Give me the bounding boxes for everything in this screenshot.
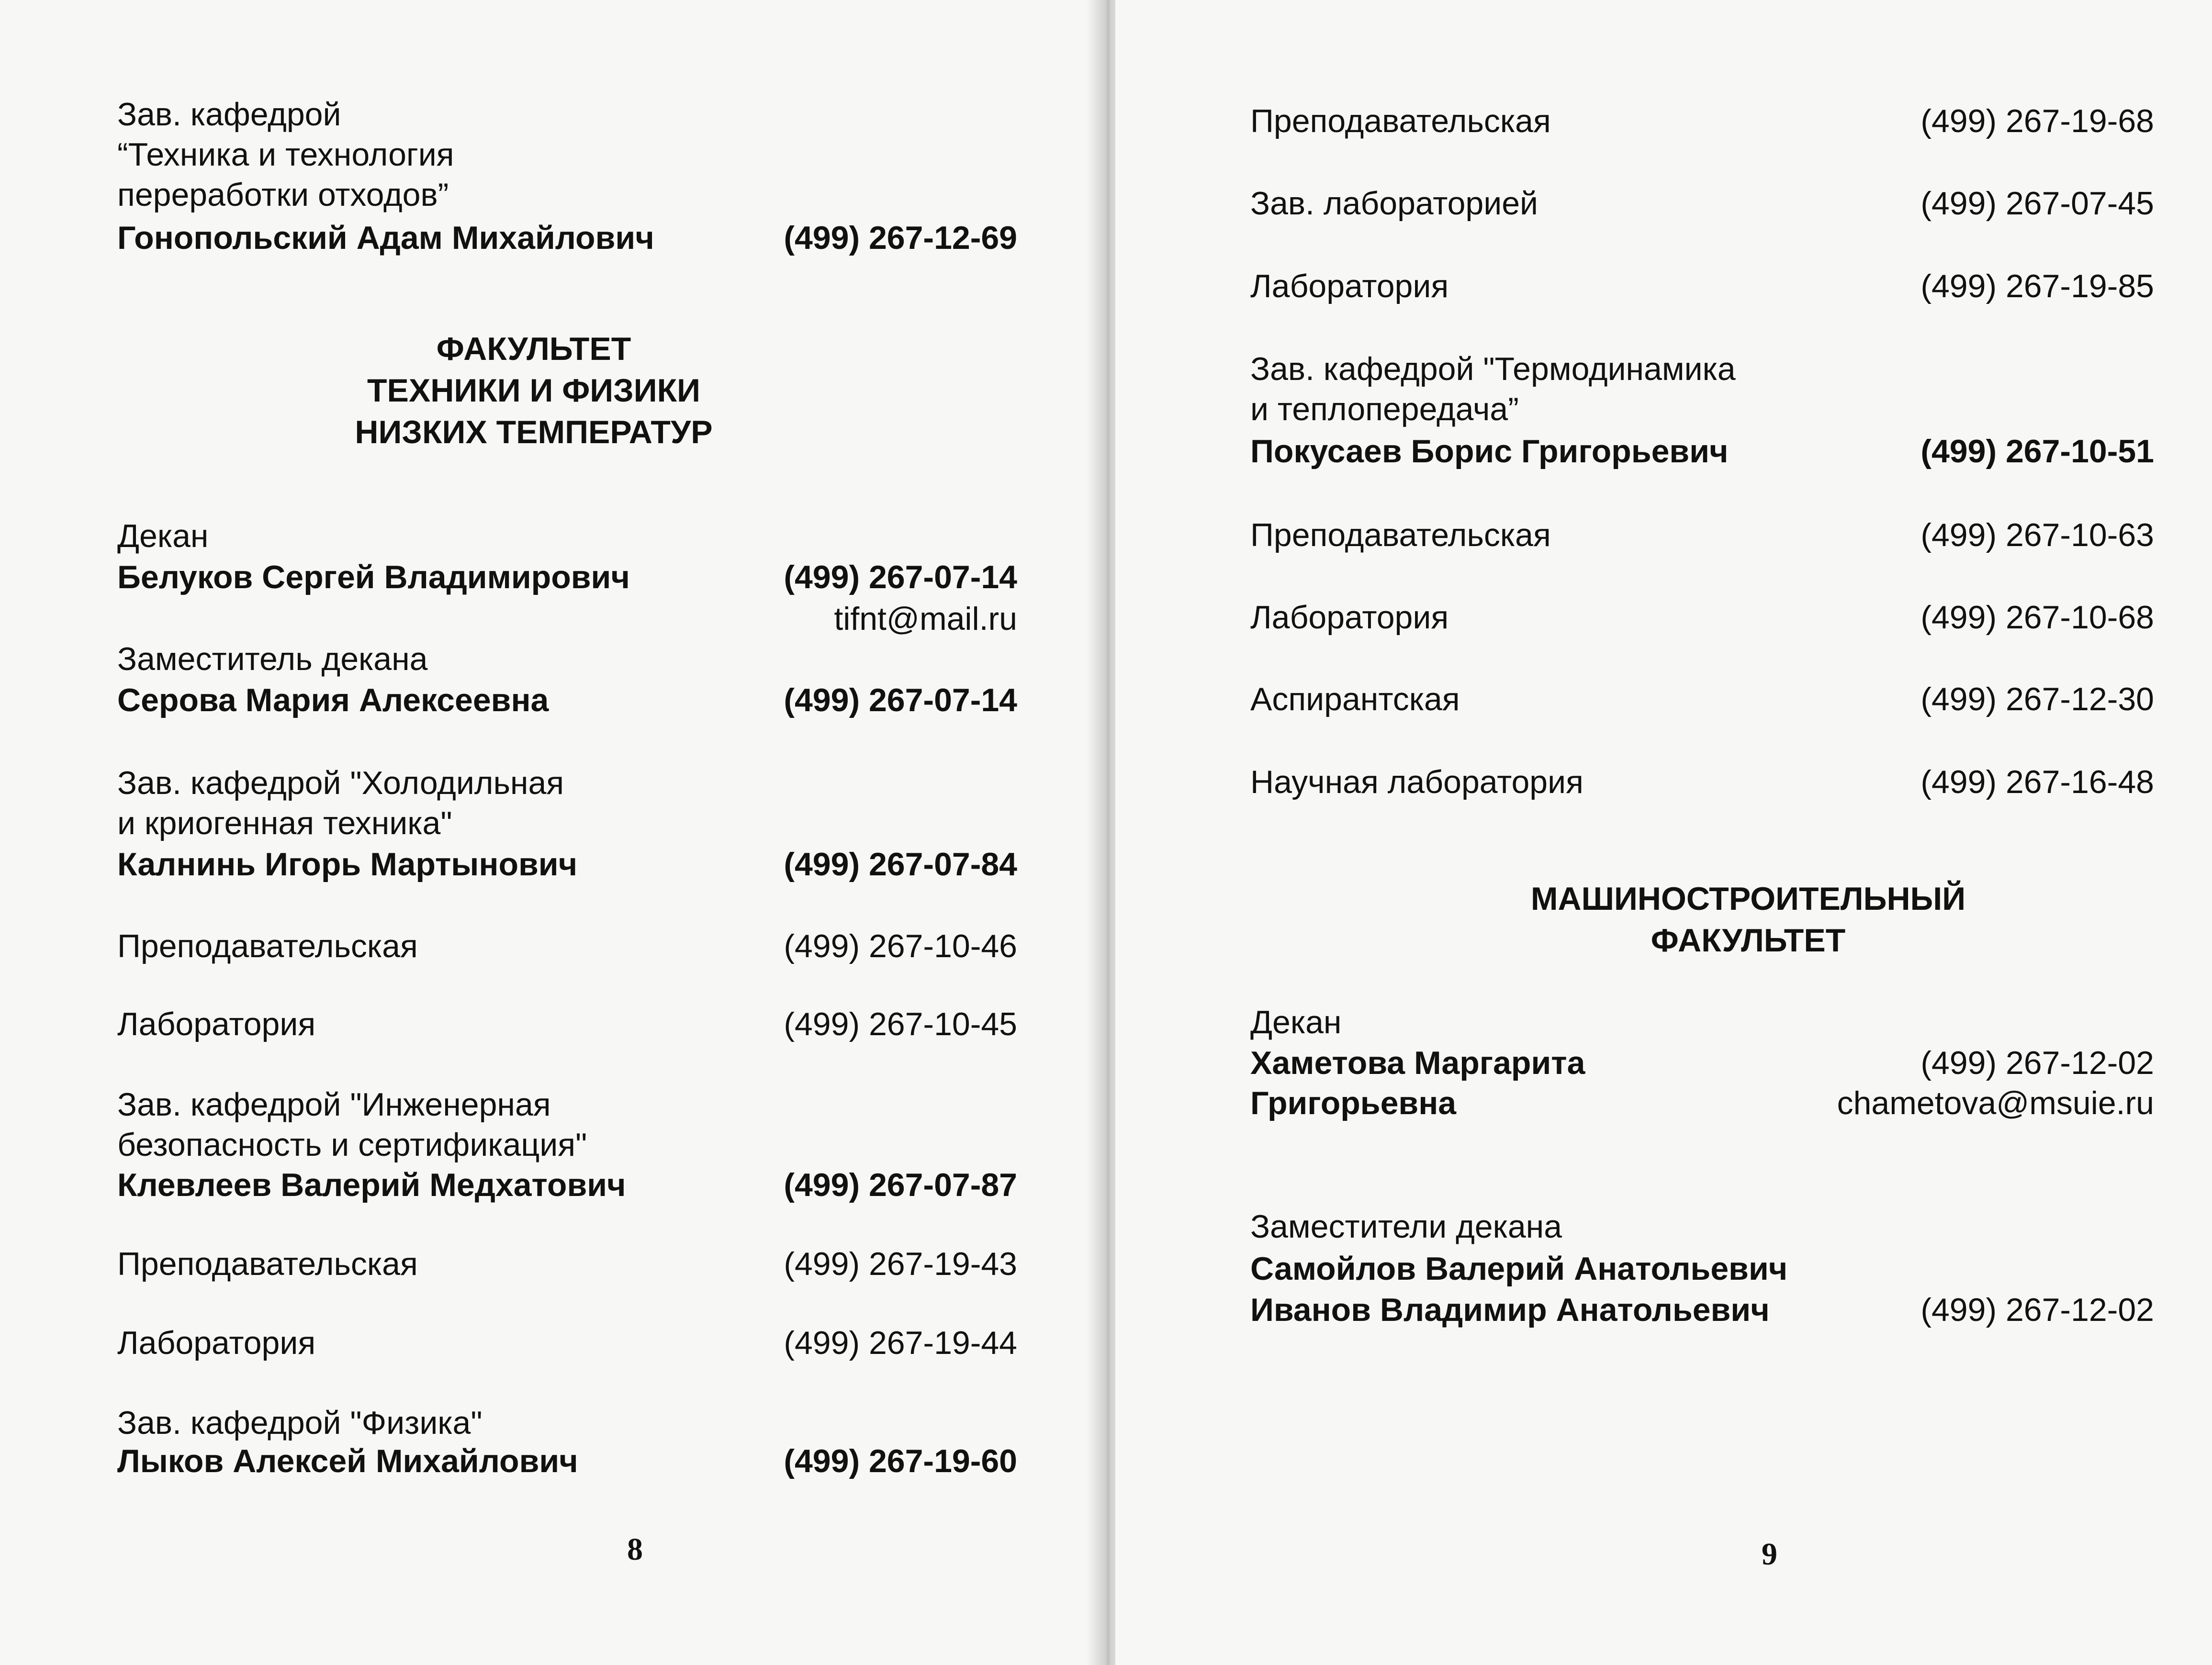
dean-label: Декан (117, 518, 209, 554)
chair-physics-line-1: Зав. кафедрой "Физика" (117, 1405, 483, 1441)
dean-phone: (499) 267-12-02 (1920, 1045, 2154, 1081)
head-name: Калнинь Игорь Мартынович (117, 846, 578, 883)
chair-cold-line-2: и криогенная техника" (117, 805, 452, 841)
dean-name: Белуков Сергей Владимирович (117, 559, 630, 595)
dean-email[interactable]: chametova@msuie.ru (1837, 1085, 2154, 1121)
chair-physics-head (117, 1441, 1017, 1482)
room-phone: (499) 267-19-68 (1920, 103, 2154, 139)
chair-cold-line-1: Зав. кафедрой "Холодильная (117, 765, 564, 801)
room-label: Лаборатория (117, 1006, 316, 1042)
room-row (1250, 514, 2154, 556)
room-row (117, 1322, 1017, 1363)
chair-waste-line-3: переработки отходов” (117, 177, 449, 213)
room-label: Аспирантская (1250, 681, 1460, 717)
room-row (117, 1243, 1017, 1285)
room-phone: (499) 267-10-46 (784, 928, 1017, 964)
room-label: Преподавательская (1250, 517, 1551, 553)
dean-row (1250, 1042, 2154, 1084)
head-name: Лыков Алексей Михайлович (117, 1443, 578, 1479)
chair-waste-line-1: Зав. кафедрой (117, 96, 341, 133)
head-name: Клевлеев Валерий Медхатович (117, 1167, 626, 1203)
room-phone: (499) 267-16-48 (1920, 764, 2154, 800)
room-row (1250, 597, 2154, 638)
head-phone: (499) 267-07-84 (784, 846, 1017, 883)
chair-waste-head (117, 217, 1017, 258)
head-name: Покусаев Борис Григорьевич (1250, 433, 1729, 469)
room-label: Лаборатория (1250, 268, 1449, 304)
faculty-title-line-2: ФАКУЛЬТЕТ (1651, 922, 1846, 959)
faculty-title-line-1: ФАКУЛЬТЕТ (436, 331, 631, 367)
head-phone: (499) 267-12-69 (784, 220, 1017, 256)
deputy-row (117, 680, 1017, 721)
deputies-label: Заместители декана (1250, 1208, 1562, 1245)
room-row (1250, 761, 2154, 803)
left-page (0, 0, 1096, 1665)
page-number: 9 (1762, 1537, 1777, 1572)
dean-name: Хаметова Маргарита (1250, 1045, 1585, 1081)
room-label: Научная лаборатория (1250, 764, 1583, 800)
room-row (1250, 679, 2154, 720)
faculty-title-line-1: МАШИНОСТРОИТЕЛЬНЫЙ (1530, 881, 1966, 917)
chair-safety-line-1: Зав. кафедрой "Инженерная (117, 1086, 551, 1123)
deputies-phone: (499) 267-12-02 (1920, 1292, 2154, 1328)
deputy-row-2 (1250, 1289, 2154, 1330)
room-label: Преподавательская (117, 1246, 418, 1282)
room-row (117, 1004, 1017, 1045)
dean-row-2 (1250, 1083, 2154, 1124)
deputy-name: Иванов Владимир Анатольевич (1250, 1292, 1770, 1328)
head-name: Гонопольский Адам Михайлович (117, 220, 654, 256)
dean-name-cont: Григорьевна (1250, 1085, 1457, 1121)
dean-email[interactable]: tifnt@mail.ru (834, 601, 1017, 637)
chair-thermo-head (1250, 431, 2154, 472)
room-row (1250, 101, 2154, 142)
room-phone: (499) 267-19-44 (784, 1325, 1017, 1361)
dean-email-row (117, 598, 1017, 639)
room-row (1250, 183, 2154, 224)
room-row (117, 926, 1017, 967)
head-phone: (499) 267-10-51 (1920, 433, 2154, 469)
dean-phone: (499) 267-07-14 (784, 559, 1017, 595)
room-phone: (499) 267-10-63 (1920, 517, 2154, 553)
room-phone: (499) 267-19-85 (1920, 268, 2154, 304)
room-row (1250, 266, 2154, 307)
room-label: Зав. лабораторией (1250, 185, 1538, 222)
head-phone: (499) 267-07-87 (784, 1167, 1017, 1203)
deputy-phone: (499) 267-07-14 (784, 682, 1017, 718)
chair-thermo-line-2: и теплопередача” (1250, 391, 1519, 427)
faculty-title-line-3: НИЗКИХ ТЕМПЕРАТУР (355, 414, 713, 450)
head-phone: (499) 267-19-60 (784, 1443, 1017, 1479)
chair-cold-head (117, 844, 1017, 885)
chair-waste-line-2: “Техника и технология (117, 136, 454, 173)
room-phone: (499) 267-10-45 (784, 1006, 1017, 1042)
faculty-title-line-2: ТЕХНИКИ И ФИЗИКИ (367, 372, 701, 409)
deputy-name: Серова Мария Алексеевна (117, 682, 549, 718)
room-label: Лаборатория (117, 1325, 316, 1361)
room-label: Лаборатория (1250, 599, 1449, 636)
deputy-label: Заместитель декана (117, 641, 428, 677)
chair-safety-head (117, 1164, 1017, 1206)
room-phone: (499) 267-10-68 (1920, 599, 2154, 636)
room-phone: (499) 267-12-30 (1920, 681, 2154, 717)
page-number: 8 (627, 1532, 643, 1567)
chair-thermo-line-1: Зав. кафедрой "Термодинамика (1250, 351, 1736, 387)
dean-label: Декан (1250, 1004, 1342, 1040)
deputy-name: Самойлов Валерий Анатольевич (1250, 1251, 1788, 1287)
chair-safety-line-2: безопасность и сертификация" (117, 1127, 587, 1163)
dean-row (117, 557, 1017, 598)
deputy-row-1 (1250, 1248, 2154, 1289)
right-page (1115, 0, 2212, 1665)
room-label: Преподавательская (1250, 103, 1551, 139)
room-phone: (499) 267-07-45 (1920, 185, 2154, 222)
room-label: Преподавательская (117, 928, 418, 964)
room-phone: (499) 267-19-43 (784, 1246, 1017, 1282)
